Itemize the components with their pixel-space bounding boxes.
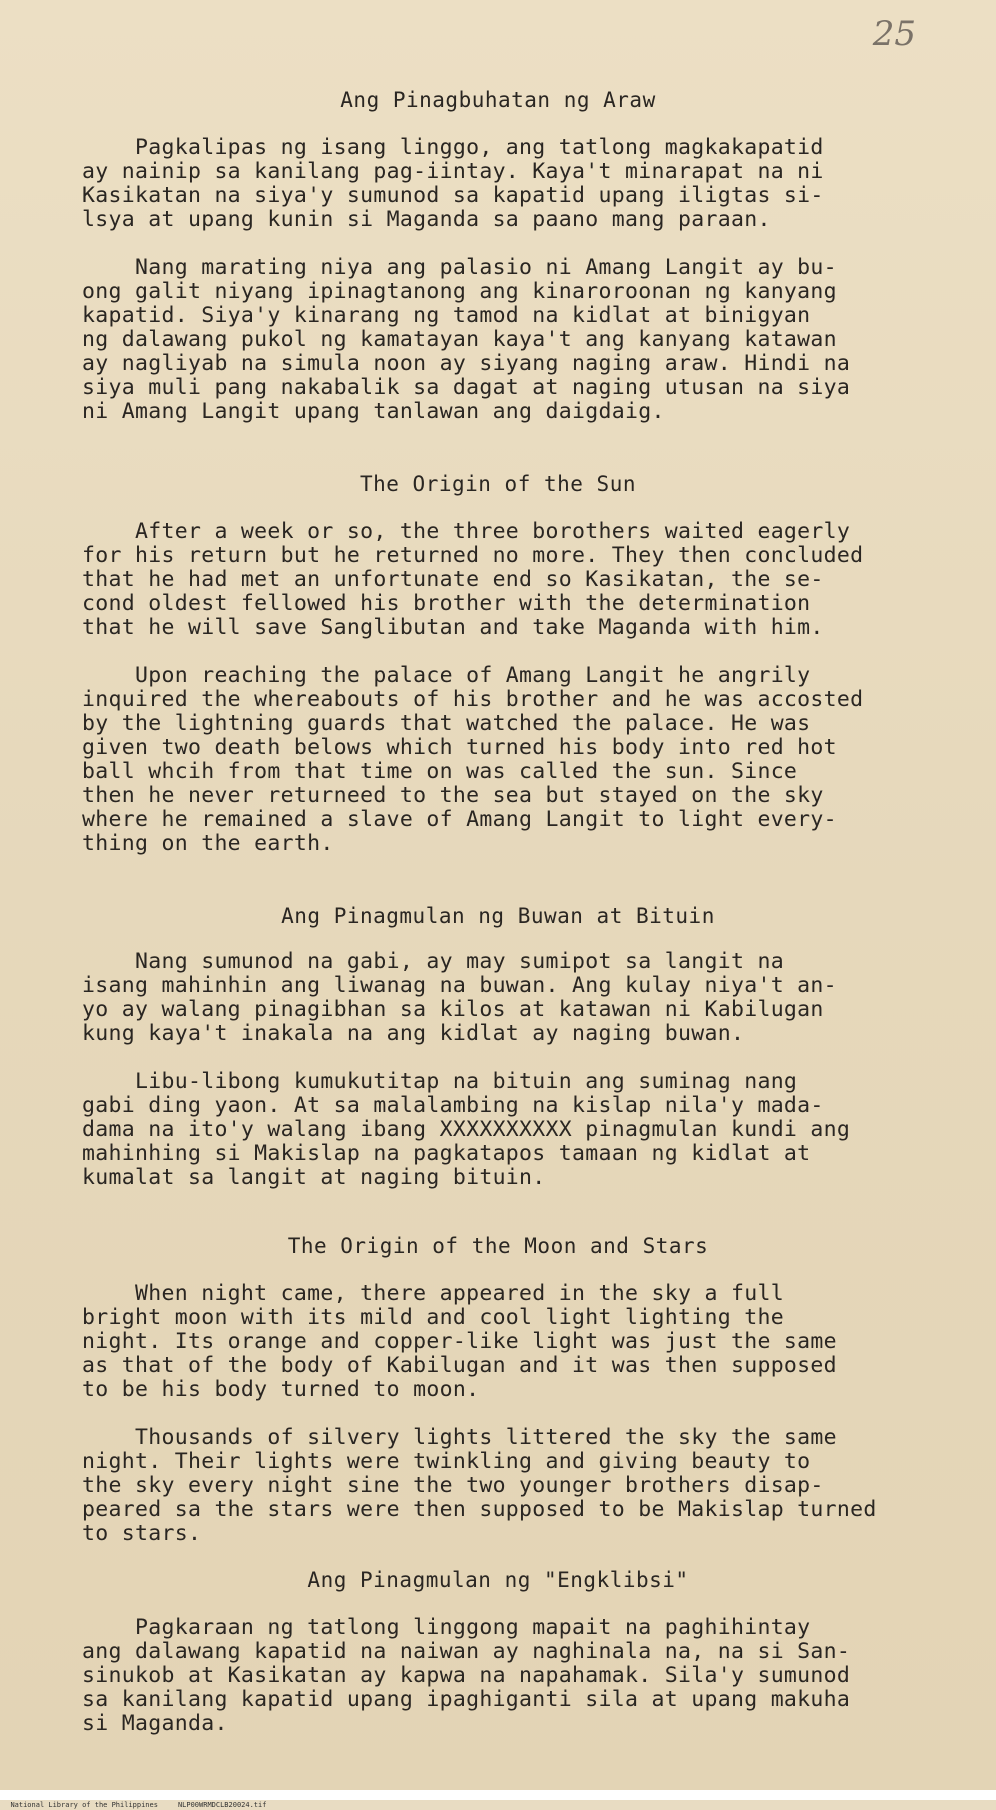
paragraph: [82, 256, 962, 424]
paragraph: [82, 1282, 962, 1402]
text-line: kumalat sa langit at naging bituin.: [82, 1165, 546, 1190]
text-line: to be his body turned to moon.: [82, 1377, 480, 1402]
text-line: When night came, there appeared in the sky a full: [82, 1281, 784, 1306]
paragraph: [82, 1426, 962, 1546]
text-line: si Maganda.: [82, 1711, 228, 1736]
text-line: to stars.: [82, 1521, 202, 1546]
text-line: night. Its orange and copper-like light was just the same: [82, 1329, 837, 1354]
text-line: kapatid. Siya'y kinarang ng tamod na kidlat at binigyan: [82, 303, 811, 328]
text-line: yo ay walang pinagibhan sa kilos at katawan ni Kabilugan: [82, 997, 824, 1022]
section-heading: Ang Pinagmulan ng Buwan at Bituin: [281, 904, 715, 928]
text-line: where he remained a slave of Amang Langit to light every-: [82, 807, 837, 832]
text-line: sinukob at Kasikatan ay kapwa na napahamak. Sila'y sumunod: [82, 1663, 851, 1688]
text-line: lsya at upang kunin si Maganda sa paano mang paraan.: [82, 207, 771, 232]
text-line: Nang sumunod na gabi, ay may sumipot sa langit na: [82, 949, 784, 974]
text-line: dama na ito'y walang ibang XXXXXXXXXX pinagmulan kundi ang: [82, 1117, 851, 1142]
text-line: as that of the body of Kabilugan and it was then supposed: [82, 1353, 837, 1378]
paragraph: [82, 1616, 962, 1736]
text-line: that he will save Sanglibutan and take Maganda with him.: [82, 615, 824, 640]
text-line: that he had met an unfortunate end so Kasikatan, the se-: [82, 567, 824, 592]
page-number: 25: [872, 14, 916, 54]
paragraph: [82, 136, 962, 232]
file-name: NLP00WRMDCLB20024.tif: [177, 1801, 267, 1809]
text-line: then he never returneed to the sea but stayed on the sky: [82, 783, 824, 808]
text-line: ni Amang Langit upang tanlawan ang daigdaig.: [82, 399, 665, 424]
text-line: mahinhing si Makislap na pagkatapos tamaan ng kidlat at: [82, 1141, 811, 1166]
text-line: gabi ding yaon. At sa malalambing na kislap nila'y mada-: [82, 1093, 824, 1118]
section-heading: Ang Pinagbuhatan ng Araw: [340, 88, 656, 112]
text-line: the sky every night sine the two younger brothers disap-: [82, 1473, 824, 1498]
text-line: After a week or so, the three borothers waited eagerly: [82, 519, 851, 544]
text-line: Nang marating niya ang palasio ni Amang Langit ay bu-: [82, 255, 837, 280]
text-line: peared sa the stars were then supposed to be Makislap turned: [82, 1497, 877, 1522]
text-line: Upon reaching the palace of Amang Langit he angrily: [82, 663, 811, 688]
scan-footer: [0, 1790, 996, 1809]
paragraph: [82, 950, 962, 1046]
text-line: cond oldest fellowed his brother with the determination: [82, 591, 811, 616]
text-line: Kasikatan na siya'y sumunod sa kapatid upang iligtas si-: [82, 183, 824, 208]
text-line: ong galit niyang ipinagtanong ang kinaroroonan ng kanyang: [82, 279, 837, 304]
section-heading: Ang Pinagmulan ng "Engklibsi": [307, 1568, 689, 1592]
section-heading: The Origin of the Moon and Stars: [287, 1234, 709, 1258]
text-line: ay nagliyab na simula noon ay siyang naging araw. Hindi na: [82, 351, 851, 376]
text-line: ay nainip sa kanilang pag-iintay. Kaya't minarapat na ni: [82, 159, 824, 184]
text-line: thing on the earth.: [82, 831, 334, 856]
text-line: Pagkaraan ng tatlong linggong mapait na paghihintay: [82, 1615, 811, 1640]
text-line: sa kanilang kapatid upang ipaghiganti sila at upang makuha: [82, 1687, 851, 1712]
text-line: Pagkalipas ng isang linggo, ang tatlong magkakapatid: [82, 135, 824, 160]
text-line: bright moon with its mild and cool light lighting the: [82, 1305, 784, 1330]
text-line: Libu-libong kumukutitap na bituin ang suminag nang: [82, 1069, 798, 1094]
paragraph: [82, 664, 962, 856]
text-line: isang mahinhin ang liwanag na buwan. Ang kulay niya't an-: [82, 973, 837, 998]
library-credit: National Library of the Philippines: [10, 1801, 158, 1809]
paragraph: [82, 1070, 962, 1190]
text-line: night. Their lights were twinkling and giving beauty to: [82, 1449, 811, 1474]
text-line: Thousands of silvery lights littered the sky the same: [82, 1425, 837, 1450]
paragraph: [82, 520, 962, 640]
text-line: by the lightning guards that watched the palace. He was: [82, 711, 811, 736]
text-line: for his return but he returned no more. They then concluded: [82, 543, 864, 568]
section-heading: The Origin of the Sun: [359, 472, 636, 496]
text-line: ang dalawang kapatid na naiwan ay naghinala na, na si San-: [82, 1639, 851, 1664]
text-line: given two death belows which turned his body into red hot: [82, 735, 837, 760]
text-line: ng dalawang pukol ng kamatayan kaya't ang kanyang katawan: [82, 327, 837, 352]
text-line: kung kaya't inakala na ang kidlat ay naging buwan.: [82, 1021, 745, 1046]
text-line: ball whcih from that time on was called the sun. Since: [82, 759, 798, 784]
text-line: siya muli pang nakabalik sa dagat at naging utusan na siya: [82, 375, 851, 400]
text-line: inquired the whereabouts of his brother and he was accosted: [82, 687, 864, 712]
